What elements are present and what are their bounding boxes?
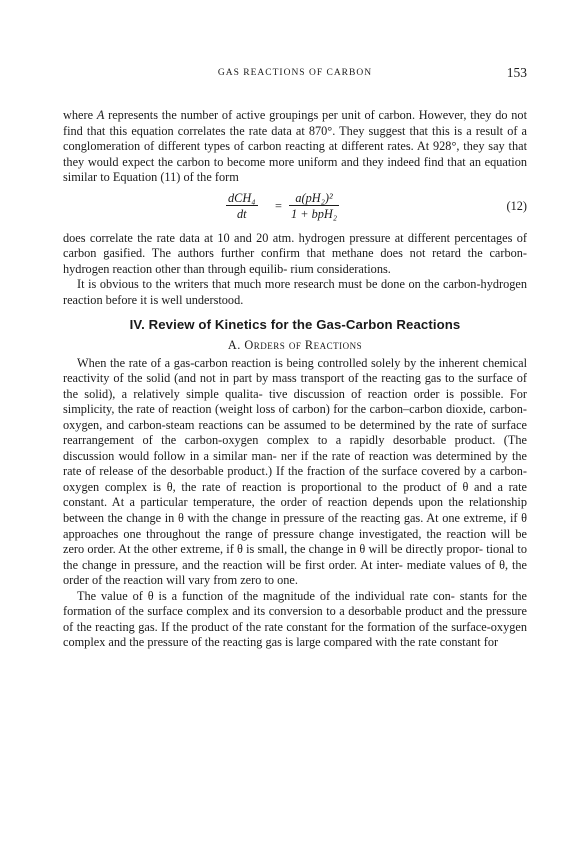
page-number: 153 — [506, 65, 527, 80]
subsection-heading — [63, 338, 527, 354]
equation-lhs-denominator: dt — [226, 205, 258, 222]
equation-number: (12) — [506, 198, 527, 213]
paragraph-3: It is obvious to the writers that much more research must be done on the carbon-hydrogen reaction before it is well understood. — [63, 277, 527, 307]
subsection-heading-text: A. Orders of Reactions — [227, 338, 363, 353]
paragraph-1-text: represents the number of active groupings per unit of carbon. However, they do not find that this equation correlates the rate data at 870°. They suggest that this is a result of a conglomeration of different types of carbon reacting at different rates. At 928°, they say that they would expect the carbon to become more uniform and they indeed find that an equation similar to Equation (11) of the form — [63, 108, 527, 185]
section-heading: IV. Review of Kinetics for the Gas-Carbon Reactions — [129, 317, 461, 333]
running-title: GAS REACTIONS OF CARBON — [217, 68, 373, 78]
equation-rhs-numerator: a(pH₂)² — [295, 190, 333, 205]
variable-a: A — [96, 108, 105, 122]
running-head — [63, 65, 527, 85]
paragraph-2: does correlate the rate data at 10 and 20 atm. hydrogen pressure at different percentages of carbon gasified. The authors further confirm that methane does not retard the carbon-hydrogen reaction other than through equilib- rium considerations. — [63, 230, 527, 276]
body-text — [63, 108, 527, 651]
paragraph-4: When the rate of a gas-carbon reaction is being controlled solely by the inherent chemical reactivity of the solid (and not in part by mass transport of the reacting gas to the surface of the solid), a relatively simple qualita- tive discussion of reaction order is possible. For simplicity, the rate of reaction (weight loss of carbon) for the carbon–carbon dioxide, carbon- oxygen, and carbon-steam reactions can be assumed to be determined by the rate of surface rearrangement of the carbon-oxygen complex to a rapidly desorbable product. (The discussion would follow in a similar man- ner if the rate of reaction was determined by the rate of release of the desorbable product.) If the fraction of the surface covered by a carbon- oxygen complex is θ, the rate of reaction is proportional to the product of θ and a rate constant. At a particular temperature, the order of reaction depends upon the relationship between the change in θ with the change in pressure of the reacting gas. At one extreme, if θ approaches one throughout the range of pressure change investigated, the reaction will be zero order. At the other extreme, if θ is small, the change in θ will be directly propor- tional to the change in pressure, and the reaction will be first order. At inter- mediate values of θ, the order of the reaction will vary from zero to one. — [63, 355, 527, 588]
paragraph-1-lead: where — [63, 108, 97, 122]
equation-rhs-fraction — [289, 191, 339, 222]
equation-rhs-denominator: 1 + bpH₂ — [291, 206, 338, 221]
equation-equals-sign: = — [275, 198, 282, 213]
equation-lhs-numerator: dCH₄ — [228, 190, 256, 205]
equation-12 — [63, 189, 527, 229]
paragraph-5: The value of θ is a function of the magnitude of the individual rate con- stants for the formation of the surface complex and its conversion to a desorbable product and the pressure of the reacting gas. If the product of the rate constant for the formation of the surface-oxygen complex and the pressure of the reacting gas is large compared with the rate constant for — [63, 588, 527, 650]
paragraph-1 — [63, 108, 527, 186]
equation-lhs-fraction — [226, 191, 258, 222]
